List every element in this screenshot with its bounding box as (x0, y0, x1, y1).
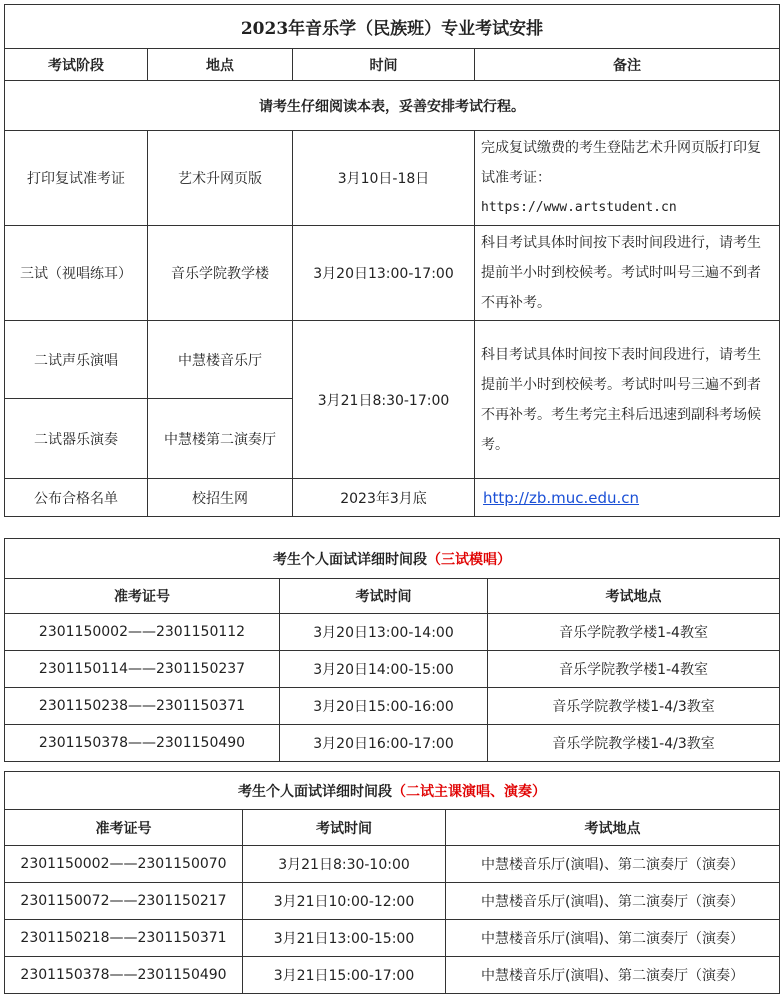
id-range: 2301150114——2301150237 (5, 651, 280, 688)
stage-cell: 三试（视唱练耳） (5, 226, 148, 321)
id-range: 2301150378——2301150490 (5, 725, 280, 762)
place-cell: 中慧楼第二演奏厅 (148, 399, 293, 479)
id-range: 2301150218——2301150371 (5, 920, 243, 957)
id-range: 2301150002——2301150070 (5, 846, 243, 883)
id-range: 2301150238——2301150371 (5, 688, 280, 725)
exam-location: 音乐学院教学楼1-4/3教室 (488, 688, 780, 725)
exam-time: 3月21日10:00-12:00 (243, 883, 446, 920)
id-range: 2301150072——2301150217 (5, 883, 243, 920)
place-cell: 中慧楼音乐厅 (148, 321, 293, 399)
stage-cell: 二试声乐演唱 (5, 321, 148, 399)
retest-3-table (4, 538, 780, 762)
exam-time: 3月21日8:30-10:00 (243, 846, 446, 883)
exam-time: 3月20日16:00-17:00 (280, 725, 488, 762)
exam-location: 音乐学院教学楼1-4教室 (488, 614, 780, 651)
time-cell: 3月21日8:30-17:00 (293, 321, 475, 479)
table-row (5, 688, 780, 725)
exam-location: 音乐学院教学楼1-4教室 (488, 651, 780, 688)
table-row (5, 957, 780, 994)
table-row (5, 614, 780, 651)
exam-schedule-table (4, 4, 780, 517)
stage-cell: 二试器乐演奏 (5, 399, 148, 479)
table-row (5, 651, 780, 688)
exam-location: 中慧楼音乐厅(演唱)、第二演奏厅（演奏） (446, 846, 780, 883)
header-time: 时间 (293, 49, 475, 81)
note-text: 完成复试缴费的考生登陆艺术升网页版打印复试准考证： (481, 140, 761, 186)
table-row (5, 883, 780, 920)
header-location: 考试地点 (488, 579, 780, 614)
exam-time: 3月20日13:00-14:00 (280, 614, 488, 651)
schedule-title: 2023年音乐学（民族班）专业考试安排 (5, 5, 780, 49)
exam-location: 音乐学院教学楼1-4/3教室 (488, 725, 780, 762)
notice-row: 请考生仔细阅读本表，妥善安排考试行程。 (5, 81, 780, 131)
header-time: 考试时间 (243, 810, 446, 846)
id-range: 2301150378——2301150490 (5, 957, 243, 994)
header-time: 考试时间 (280, 579, 488, 614)
link-cell (475, 479, 780, 517)
place-cell: 校招生网 (148, 479, 293, 517)
exam-time: 3月21日13:00-15:00 (243, 920, 446, 957)
stage-cell: 公布合格名单 (5, 479, 148, 517)
exam-time: 3月21日15:00-17:00 (243, 957, 446, 994)
retest-2-table (4, 771, 780, 994)
table-row (5, 920, 780, 957)
table-row (5, 725, 780, 762)
header-location: 考试地点 (446, 810, 780, 846)
note-cell (475, 131, 780, 226)
header-note: 备注 (475, 49, 780, 81)
exam-location: 中慧楼音乐厅(演唱)、第二演奏厅（演奏） (446, 883, 780, 920)
exam-time: 3月20日14:00-15:00 (280, 651, 488, 688)
stage-cell: 打印复试准考证 (5, 131, 148, 226)
time-cell: 3月20日13:00-17:00 (293, 226, 475, 321)
table-row (5, 846, 780, 883)
title-highlight: （二试主课演唱、演奏） (392, 783, 546, 800)
header-place: 地点 (148, 49, 293, 81)
exam-location: 中慧楼音乐厅(演唱)、第二演奏厅（演奏） (446, 957, 780, 994)
table-title (5, 539, 780, 579)
place-cell: 音乐学院教学楼 (148, 226, 293, 321)
id-range: 2301150002——2301150112 (5, 614, 280, 651)
title-text: 考生个人面试详细时间段 (273, 551, 428, 568)
time-cell: 2023年3月底 (293, 479, 475, 517)
header-id: 准考证号 (5, 810, 243, 846)
results-link[interactable]: http://zb.muc.edu.cn (483, 488, 640, 507)
title-highlight: （三试模唱） (427, 551, 512, 568)
exam-location: 中慧楼音乐厅(演唱)、第二演奏厅（演奏） (446, 920, 780, 957)
header-id: 准考证号 (5, 579, 280, 614)
table-title (5, 772, 780, 810)
time-cell: 3月10日-18日 (293, 131, 475, 226)
note-cell: 科目考试具体时间按下表时间段进行，请考生提前半小时到校候考。考试时叫号三遍不到者不再补考。 (475, 226, 780, 321)
note-url: https://www.artstudent.cn (481, 200, 677, 215)
place-cell: 艺术升网页版 (148, 131, 293, 226)
title-text: 考生个人面试详细时间段 (238, 783, 392, 800)
header-stage: 考试阶段 (5, 49, 148, 81)
exam-time: 3月20日15:00-16:00 (280, 688, 488, 725)
note-cell: 科目考试具体时间按下表时间段进行，请考生提前半小时到校候考。考试时叫号三遍不到者不再补考。考生考完主科后迅速到副科考场候考。 (475, 321, 780, 479)
